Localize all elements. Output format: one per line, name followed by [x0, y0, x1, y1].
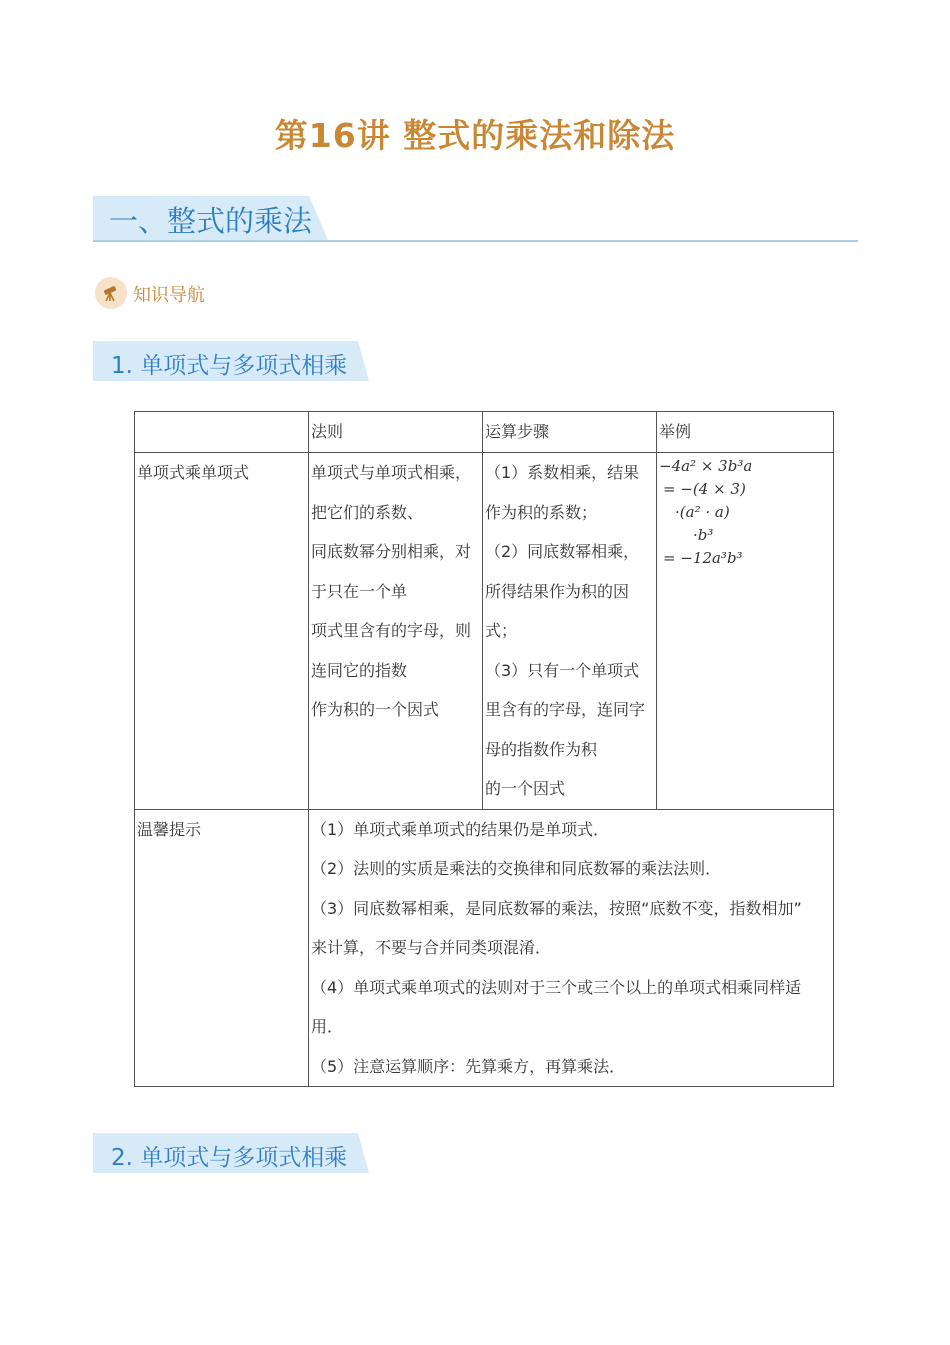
- rule-line: 同底数幂分别相乘，对: [311, 542, 472, 561]
- example-line: ·b³: [693, 526, 714, 544]
- header-cell-steps: 运算步骤: [483, 412, 657, 453]
- header-cell-rule: 法则: [309, 412, 483, 453]
- step-line: 作为积的系数；: [485, 502, 598, 522]
- step-line: 式；: [485, 621, 518, 640]
- table-header-row: [135, 412, 834, 453]
- tip-line: （3）同底数幂相乘，是同底数幂的乘法，按照“底数不变，指数相加”: [311, 898, 802, 918]
- table-row: [135, 809, 834, 1087]
- rule-line: 把它们的系数、: [311, 502, 424, 522]
- row-name-cell: 单项式乘单项式: [135, 453, 309, 810]
- tip-line: 用．: [311, 1017, 344, 1036]
- rule-line: 连同它的指数: [311, 660, 408, 680]
- step-line: （2）同底数幂相乘，: [485, 542, 640, 561]
- subsection-banner-1: [93, 341, 373, 381]
- subsection-banner-2: [93, 1133, 373, 1173]
- subsection-title-2: 2. 单项式与多项式相乘: [111, 1145, 348, 1171]
- rule-line: 单项式与单项式相乘，: [311, 463, 472, 482]
- tips-cell: [309, 809, 834, 1087]
- rule-line: 项式里含有的字母，则: [311, 621, 472, 640]
- subsection-title-1: 1. 单项式与多项式相乘: [111, 353, 348, 379]
- example-cell: [657, 453, 834, 810]
- tip-line: （5）注意运算顺序：先算乘方，再算乘法．: [311, 1056, 626, 1076]
- tip-line: （2）法则的实质是乘法的交换律和同底数幂的乘法法则．: [311, 859, 722, 878]
- rule-line: 于只在一个单: [311, 581, 408, 601]
- tips-name-cell: 温馨提示: [135, 809, 309, 1087]
- page-title: 第16讲 整式的乘法和除法: [274, 116, 676, 155]
- tip-line: （1）单项式乘单项式的结果仍是单项式．: [311, 819, 610, 839]
- example-line: ·(a² · a): [675, 503, 730, 521]
- header-cell-empty: [135, 412, 309, 453]
- tip-line: （4）单项式乘单项式的法则对于三个或三个以上的单项式相乘同样适: [311, 977, 802, 997]
- rule-line: 作为积的一个因式: [311, 700, 440, 719]
- knowledge-nav-label: 知识导航: [133, 285, 205, 306]
- example-line: −4a² × 3b³a: [659, 457, 753, 475]
- step-line: （3）只有一个单项式: [485, 660, 640, 680]
- rule-cell: [309, 453, 483, 810]
- header-cell-example: 举例: [657, 412, 834, 453]
- example-line: = −12a³b³: [663, 549, 743, 567]
- section-title: 一、整式的乘法: [109, 204, 313, 238]
- table-row: [135, 453, 834, 810]
- step-line: 母的指数作为积: [485, 739, 598, 759]
- step-line: 所得结果作为积的因: [485, 581, 630, 601]
- step-line: （1）系数相乘，结果: [485, 463, 640, 482]
- section-banner: [93, 196, 858, 244]
- example-line: = −(4 × 3): [663, 480, 746, 498]
- step-line: 里含有的字母，连同字: [485, 700, 646, 719]
- step-line: 的一个因式: [485, 779, 566, 798]
- rules-table: [134, 411, 834, 1087]
- steps-cell: [483, 453, 657, 810]
- tip-line: 来计算，不要与合并同类项混淆．: [311, 938, 552, 957]
- telescope-icon: [95, 277, 127, 309]
